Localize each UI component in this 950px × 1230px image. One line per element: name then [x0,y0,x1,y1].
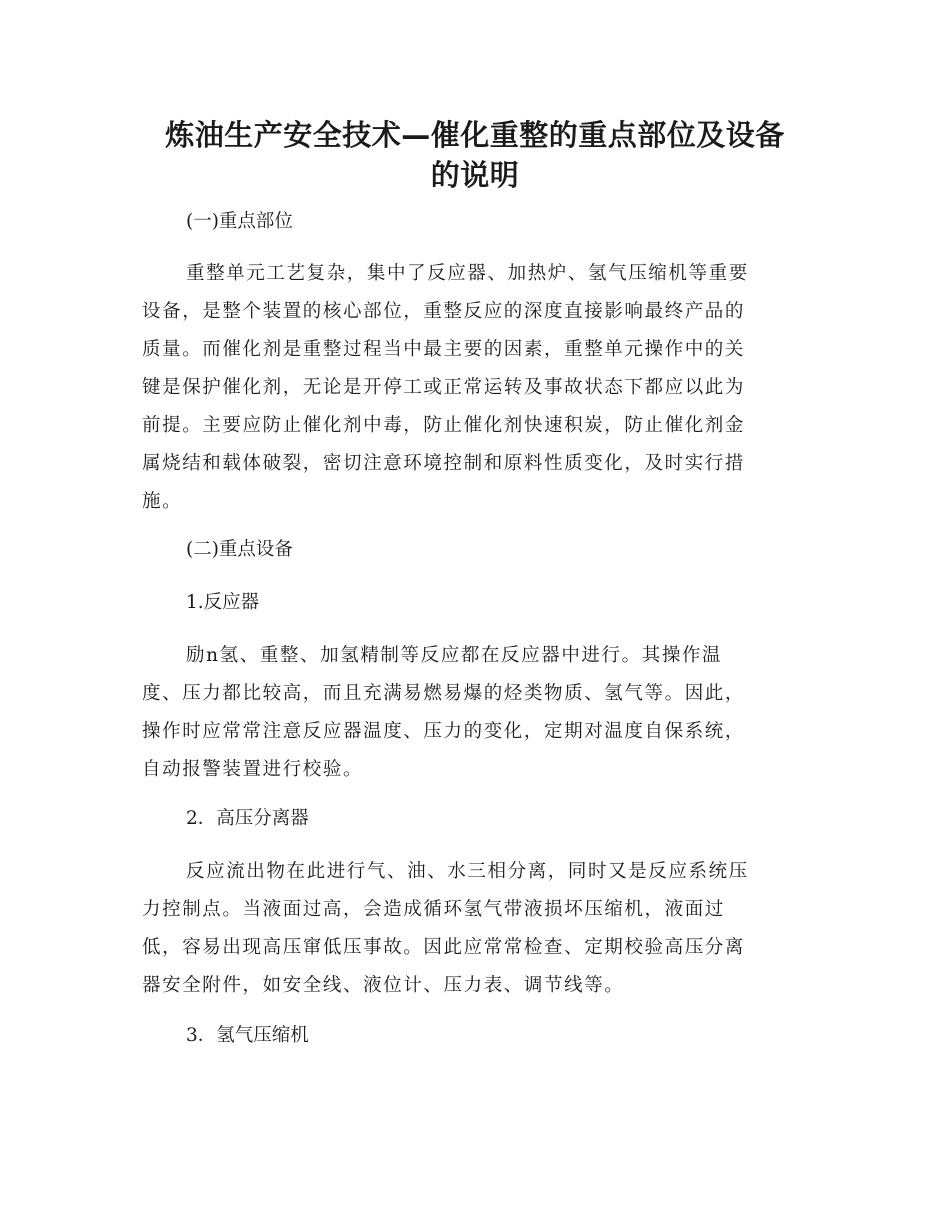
paragraph-line: 励n氢、重整、加氢精制等反应都在反应器中进行。其操作温 [186,645,723,666]
item-heading-high-pressure-separator: 2．高压分离器 [186,808,309,829]
paragraph-line: 自动报警装置进行校验。 [142,759,364,780]
document-title-line1: 炼油生产安全技术—催化重整的重点部位及设备 [165,118,785,152]
paragraph-line: 设备，是整个装置的核心部位，重整反应的深度直接影响最终产品的 [142,301,746,322]
item-heading-reactor: 1.反应器 [186,592,260,613]
paragraph-line: 力控制点。当液面过高，会造成循环氢气带液损坏压缩机，液面过 [142,899,725,920]
paragraph-line: 低，容易出现高压窜低压事故。因此应常常检查、定期校验高压分离 [142,937,746,958]
paragraph-reactor [142,637,798,789]
paragraph-line: 操作时应常常注意反应器温度、压力的变化，定期对温度自保系统， [142,721,746,742]
paragraph-line: 键是保护催化剂，无论是开停工或正常运转及事故状态下都应以此为 [142,377,746,398]
paragraph-line: 前提。主要应防止催化剂中毒，防止催化剂快速积炭，防止催化剂金 [142,415,746,436]
section-heading-key-equipment: (二)重点设备 [186,539,293,560]
paragraph-key-parts [142,255,798,521]
paragraph-line: 度、压力都比较高，而且充满易燃易爆的烃类物质、氢气等。因此， [142,683,746,704]
document-title-line2: 的说明 [430,158,520,192]
paragraph-line: 重整单元工艺复杂，集中了反应器、加热炉、氢气压缩机等重要 [186,263,749,284]
item-heading-hydrogen-compressor: 3．氢气压缩机 [186,1025,309,1046]
paragraph-line: 属烧结和载体破裂，密切注意环境控制和原料性质变化，及时实行措 [142,453,746,474]
section-heading-key-parts: (一)重点部位 [186,211,293,232]
paragraph-line: 施。 [142,491,183,512]
paragraph-line: 质量。而催化剂是重整过程当中最主要的因素，重整单元操作中的关 [142,339,746,360]
paragraph-high-pressure-separator [142,853,798,1005]
paragraph-line: 器安全附件，如安全线、液位计、压力表、调节线等。 [142,975,625,996]
paragraph-line: 反应流出物在此进行气、油、水三相分离，同时又是反应系统压 [186,861,749,882]
